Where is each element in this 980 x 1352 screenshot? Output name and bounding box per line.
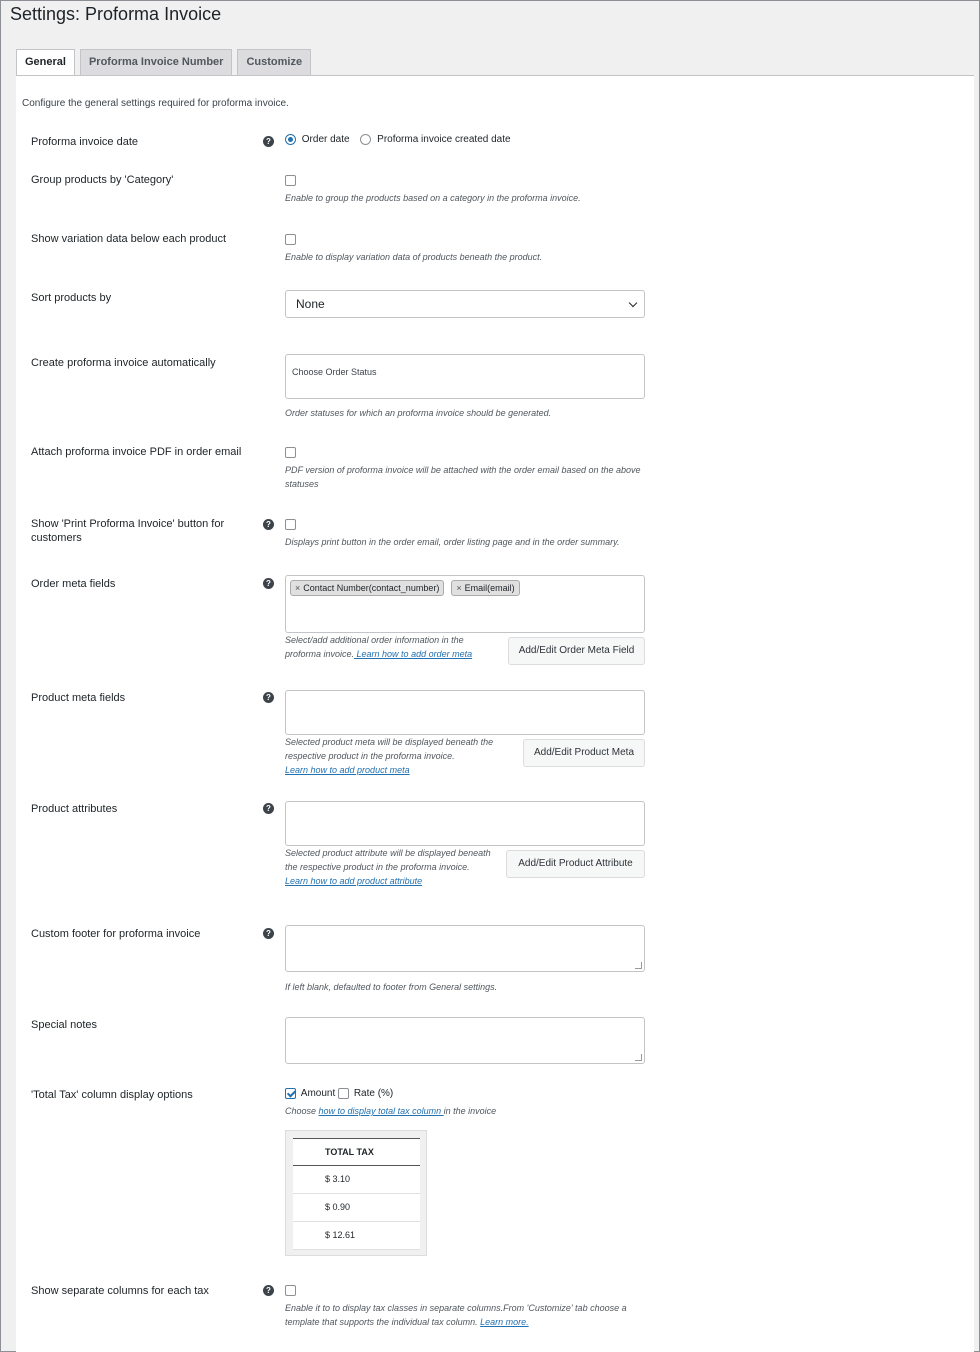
tab-general[interactable]: General bbox=[16, 49, 75, 76]
total-tax-desc bbox=[285, 1104, 496, 1118]
add-edit-product-attr-button[interactable]: Add/Edit Product Attribute bbox=[506, 850, 645, 878]
settings-tabs bbox=[16, 49, 311, 76]
settings-panel bbox=[16, 75, 974, 1352]
separate-tax-help-icon[interactable]: ? bbox=[263, 1285, 274, 1296]
auto-create-label: Create proforma invoice automatically bbox=[31, 357, 216, 369]
amount-label: Amount bbox=[300, 1088, 336, 1100]
chip-label: Contact Number(contact_number) bbox=[303, 583, 440, 593]
remove-icon[interactable]: × bbox=[456, 583, 462, 593]
page-title: Settings: Proforma Invoice bbox=[10, 4, 222, 24]
notes-field bbox=[285, 1017, 645, 1064]
amount-checkbox[interactable] bbox=[285, 1088, 296, 1099]
order-meta-chip[interactable] bbox=[451, 580, 519, 596]
order-meta-learn-link[interactable]: Learn how to add order meta bbox=[354, 649, 473, 659]
product-meta-desc bbox=[285, 735, 515, 777]
attach-pdf-label: Attach proforma invoice PDF in order email bbox=[31, 446, 242, 458]
group-category-checkbox[interactable] bbox=[285, 175, 296, 186]
print-button-field bbox=[285, 518, 665, 549]
remove-icon[interactable]: × bbox=[295, 583, 301, 593]
table-row: $ 12.61 bbox=[293, 1222, 420, 1250]
order-status-multiselect[interactable] bbox=[285, 354, 645, 399]
created-date-label: Proforma invoice created date bbox=[377, 134, 511, 146]
order-meta-field bbox=[285, 575, 645, 665]
attach-pdf-field bbox=[285, 446, 645, 491]
total-tax-preview bbox=[285, 1130, 427, 1256]
product-meta-field bbox=[285, 690, 645, 780]
product-meta-help-icon[interactable]: ? bbox=[263, 692, 274, 703]
footer-field bbox=[285, 925, 645, 994]
variation-label: Show variation data below each product bbox=[31, 233, 227, 245]
order-meta-multiselect[interactable] bbox=[285, 575, 645, 633]
auto-create-field bbox=[285, 354, 645, 420]
invoice-date-label: Proforma invoice date bbox=[31, 136, 138, 148]
product-attr-label: Product attributes bbox=[31, 803, 118, 815]
resize-handle-icon[interactable] bbox=[635, 962, 642, 969]
variation-checkbox[interactable] bbox=[285, 234, 296, 245]
sort-select[interactable] bbox=[285, 290, 645, 318]
group-category-field bbox=[285, 174, 581, 205]
group-category-label: Group products by 'Category' bbox=[31, 174, 174, 186]
resize-handle-icon[interactable] bbox=[635, 1054, 642, 1061]
order-meta-help-icon[interactable]: ? bbox=[263, 578, 274, 589]
add-edit-order-meta-button[interactable]: Add/Edit Order Meta Field bbox=[508, 637, 645, 665]
print-button-desc: Displays print button in the order email, order listing page and in the order summary. bbox=[285, 537, 620, 547]
separate-tax-learn-link[interactable]: Learn more. bbox=[480, 1317, 529, 1327]
footer-textarea[interactable] bbox=[285, 925, 645, 972]
notes-label: Special notes bbox=[31, 1019, 98, 1031]
attach-pdf-desc: PDF version of proforma invoice will be attached with the order email based on the above statuses bbox=[285, 465, 641, 489]
separate-tax-desc bbox=[285, 1301, 645, 1329]
product-attr-desc bbox=[285, 846, 497, 888]
order-meta-desc bbox=[285, 633, 495, 661]
sort-label: Sort products by bbox=[31, 292, 112, 304]
product-meta-learn-link[interactable]: Learn how to add product meta bbox=[285, 765, 410, 775]
table-row: $ 3.10 bbox=[293, 1166, 420, 1194]
product-attr-multiselect[interactable] bbox=[285, 801, 645, 846]
order-status-placeholder: Choose Order Status bbox=[292, 367, 377, 377]
footer-help-icon[interactable]: ? bbox=[263, 928, 274, 939]
auto-create-desc: Order statuses for which an proforma invoice should be generated. bbox=[285, 408, 552, 418]
chevron-down-icon bbox=[629, 299, 637, 307]
order-meta-desc-text: Select/add additional order information in the proforma invoice. bbox=[285, 635, 464, 659]
separate-tax-field bbox=[285, 1284, 645, 1329]
order-meta-label: Order meta fields bbox=[31, 578, 116, 590]
created-date-radio[interactable] bbox=[360, 134, 371, 145]
attach-pdf-checkbox[interactable] bbox=[285, 447, 296, 458]
total-tax-desc-pre: Choose bbox=[285, 1106, 319, 1117]
rate-checkbox[interactable] bbox=[338, 1088, 349, 1099]
total-tax-label: 'Total Tax' column display options bbox=[31, 1089, 193, 1101]
total-tax-header: TOTAL TAX bbox=[293, 1138, 420, 1166]
order-meta-chip[interactable] bbox=[290, 580, 444, 596]
sort-field bbox=[285, 290, 645, 318]
separate-tax-desc-text: Enable it to to display tax classes in separate columns.From 'Customize' tab choose a template that supports the individual tax column. bbox=[285, 1303, 627, 1327]
sort-select-value: None bbox=[296, 297, 325, 311]
product-meta-multiselect[interactable] bbox=[285, 690, 645, 735]
product-attr-desc-text: Selected product attribute will be displayed beneath the respective product in the proforma invoice. bbox=[285, 848, 491, 872]
print-button-help-icon[interactable]: ? bbox=[263, 519, 274, 530]
total-tax-field bbox=[285, 1088, 496, 1118]
print-button-checkbox[interactable] bbox=[285, 519, 296, 530]
variation-field bbox=[285, 233, 542, 264]
product-meta-label: Product meta fields bbox=[31, 692, 126, 704]
rate-label: Rate (%) bbox=[353, 1088, 394, 1100]
product-attr-learn-link[interactable]: Learn how to add product attribute bbox=[285, 876, 423, 886]
table-row: $ 0.90 bbox=[293, 1194, 420, 1222]
intro-text: Configure the general settings required for proforma invoice. bbox=[22, 98, 289, 109]
group-category-desc: Enable to group the products based on a category in the proforma invoice. bbox=[285, 193, 581, 203]
footer-label: Custom footer for proforma invoice bbox=[31, 928, 201, 940]
product-attr-help-icon[interactable]: ? bbox=[263, 803, 274, 814]
tab-customize[interactable]: Customize bbox=[237, 49, 311, 75]
order-date-label: Order date bbox=[301, 134, 350, 146]
print-button-label: Show 'Print Proforma Invoice' button for customers bbox=[31, 518, 225, 544]
total-tax-preview-table bbox=[293, 1138, 420, 1250]
notes-textarea[interactable] bbox=[285, 1017, 645, 1064]
product-meta-desc-text: Selected product meta will be displayed beneath the respective product in the proforma invoice. bbox=[285, 737, 494, 761]
product-attr-field bbox=[285, 801, 645, 911]
tab-proforma-invoice-number[interactable]: Proforma Invoice Number bbox=[80, 49, 232, 75]
chip-label: Email(email) bbox=[464, 583, 515, 593]
footer-desc: If left blank, defaulted to footer from General settings. bbox=[285, 982, 498, 992]
total-tax-desc-post: in the invoice bbox=[443, 1106, 497, 1117]
invoice-date-options bbox=[285, 134, 511, 145]
separate-tax-label: Show separate columns for each tax bbox=[31, 1285, 209, 1297]
variation-desc: Enable to display variation data of products beneath the product. bbox=[285, 252, 543, 262]
total-tax-howto-link[interactable]: how to display total tax column bbox=[318, 1106, 444, 1117]
separate-tax-checkbox[interactable] bbox=[285, 1285, 296, 1296]
order-date-radio[interactable] bbox=[285, 134, 296, 145]
add-edit-product-meta-button[interactable]: Add/Edit Product Meta bbox=[523, 739, 645, 767]
invoice-date-help-icon[interactable]: ? bbox=[263, 136, 274, 147]
